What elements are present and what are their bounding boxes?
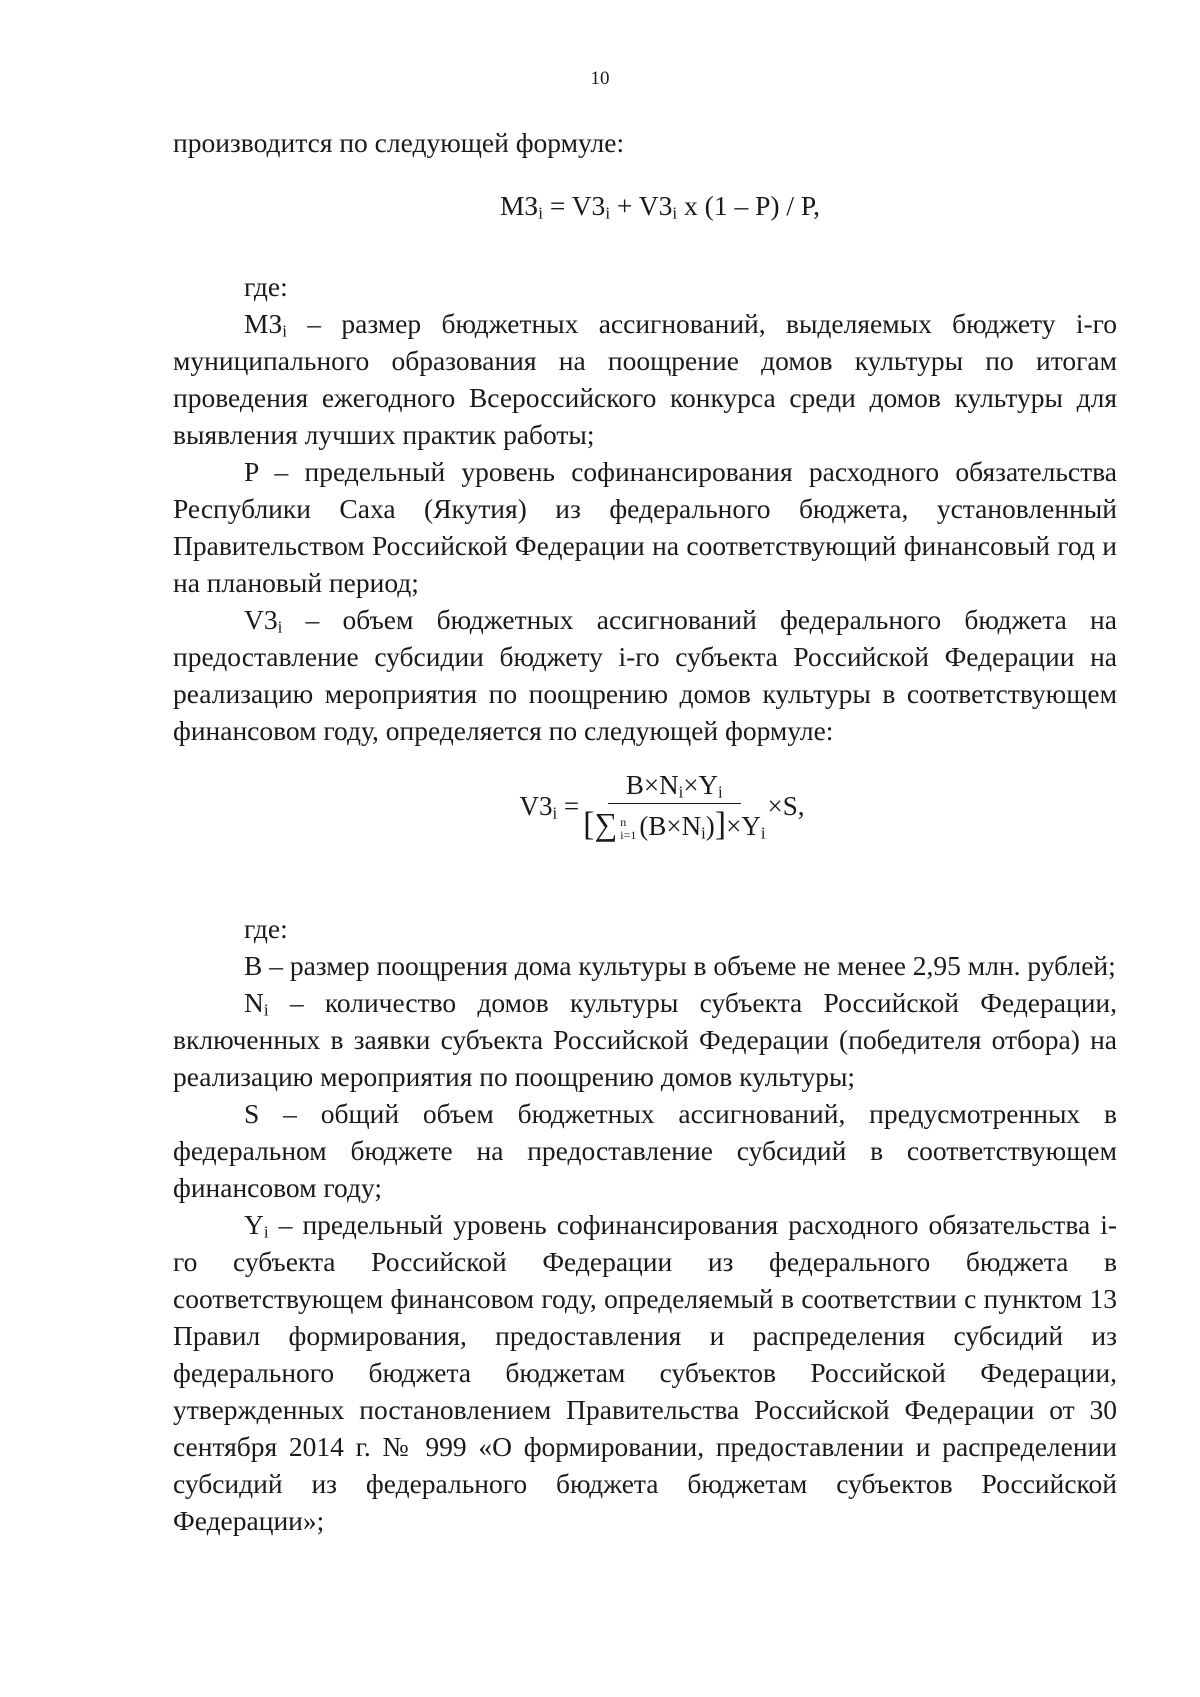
definition-sub: i	[263, 1222, 269, 1242]
definition-symbol: Y	[244, 1209, 264, 1240]
definition-b	[173, 947, 1117, 984]
sum-upper-limit: n	[620, 814, 627, 829]
numerator-sub: i	[678, 782, 684, 802]
definition-s	[173, 1095, 1117, 1206]
definition-sub: i	[277, 617, 283, 637]
definition-n	[173, 984, 1117, 1095]
formula-v3-lhs-text: V3	[519, 791, 553, 821]
close-paren: )	[705, 811, 715, 841]
sum-lower-limit: i=1	[620, 827, 637, 842]
definition-sub: i	[282, 321, 287, 341]
definition-y	[173, 1206, 1117, 1539]
formula-v3-fraction	[583, 769, 765, 844]
where-label-2: где:	[244, 913, 288, 944]
sum-symbol: ∑	[594, 806, 618, 842]
page-number: 10	[590, 68, 610, 89]
formula-mz-sub2: i	[605, 203, 611, 223]
fraction-denominator	[583, 804, 765, 844]
definition-text: – количество домов культуры субъекта Российской Федерации, включенных в заявки субъекта Российской Федерации (победителя отбора) на реализацию мероприятия по поощрению домов культуры;	[173, 987, 1117, 1092]
definition-symbol: B	[244, 950, 263, 981]
definition-sub: i	[263, 1000, 269, 1020]
formula-mz-mid: + V3	[610, 190, 673, 221]
formula-v3-eq: =	[557, 791, 580, 821]
denominator-paren: (B×N	[639, 811, 702, 841]
formula-v3	[173, 769, 1117, 844]
definition-symbol: V3	[244, 604, 278, 635]
denominator-sub2: i	[760, 823, 766, 843]
definition-text: – общий объем бюджетных ассигнований, предусмотренных в федеральном бюджете на предоставление субсидий в соответствующем финансовом году;	[173, 1098, 1117, 1203]
definition-v3	[173, 601, 1117, 749]
denominator-sub: i	[701, 823, 706, 843]
definition-text: – размер бюджетных ассигнований, выделяемых бюджету i-го муниципального образования на поощрение домов культуры по итогам проведения ежегодного Всероссийского конкурса среди домов культуры для выявления лучших практик работы;	[173, 308, 1117, 450]
formula-mz	[173, 187, 1117, 224]
definition-symbol: МЗ	[244, 308, 283, 339]
where-label: где:	[244, 271, 288, 302]
definition-symbol: N	[244, 987, 264, 1018]
formula-v3-rhs: ×S,	[767, 791, 805, 821]
definition-text: – объем бюджетных ассигнований федерального бюджета на предоставление субсидии бюджету i-го субъекта Российской Федерации на реализацию мероприятия по поощрению домов культуры в соответствующем финансовом году, определяется по следующей формуле:	[173, 604, 1117, 746]
definition-text: – размер поощрения дома культуры в объеме не менее 2,95 млн. рублей;	[262, 950, 1116, 981]
definition-p	[173, 453, 1117, 601]
document-body	[173, 124, 1117, 1539]
definition-text: – предельный уровень софинансирования расходного обязательства Республики Саха (Якутия) из федерального бюджета, установленный Правительством Российской Федерации на соответствующий финансовый год и на плановый период;	[173, 456, 1117, 598]
numerator-text: B×N	[625, 770, 679, 800]
denominator-tail: ×Y	[726, 811, 761, 841]
intro-paragraph: производится по следующей формуле:	[173, 127, 625, 158]
formula-v3-lhs-sub: i	[552, 803, 558, 823]
numerator-tail: ×Y	[683, 770, 719, 800]
formula-mz-sub3: i	[672, 203, 678, 223]
formula-mz-sub: i	[538, 203, 543, 223]
formula-mz-eq: = V3	[542, 190, 606, 221]
formula-mz-tail: x (1 – P) / P,	[677, 190, 821, 221]
definition-symbol: P	[244, 456, 259, 487]
close-bracket: ]	[714, 806, 727, 843]
definition-symbol: S	[244, 1098, 260, 1129]
definition-mz	[173, 305, 1117, 453]
formula-mz-lhs: МЗ	[499, 190, 539, 221]
open-bracket: [	[583, 806, 595, 843]
definition-text: – предельный уровень софинансирования расходного обязательства i-го субъекта Российской Федерации из федерального бюджета в соответствующем финансовом году, определяемый в соответствии с пунктом 13 Правил формирования, предоставления и распределения субсидий из федерального бюджета бюджетам субъектов Российской Федерации, утвержденных постановлением Правительства Российской Федерации от 30 сентября 2014 г. № 999 «О формировании, предоставлении и распределении субсидий из федерального бюджета бюджетам субъектов Российской Федерации»;	[173, 1209, 1117, 1536]
fraction-numerator	[608, 769, 741, 804]
sum-limits	[620, 816, 636, 842]
numerator-sub2: i	[718, 782, 723, 802]
formula-v3-lhs	[520, 788, 580, 825]
